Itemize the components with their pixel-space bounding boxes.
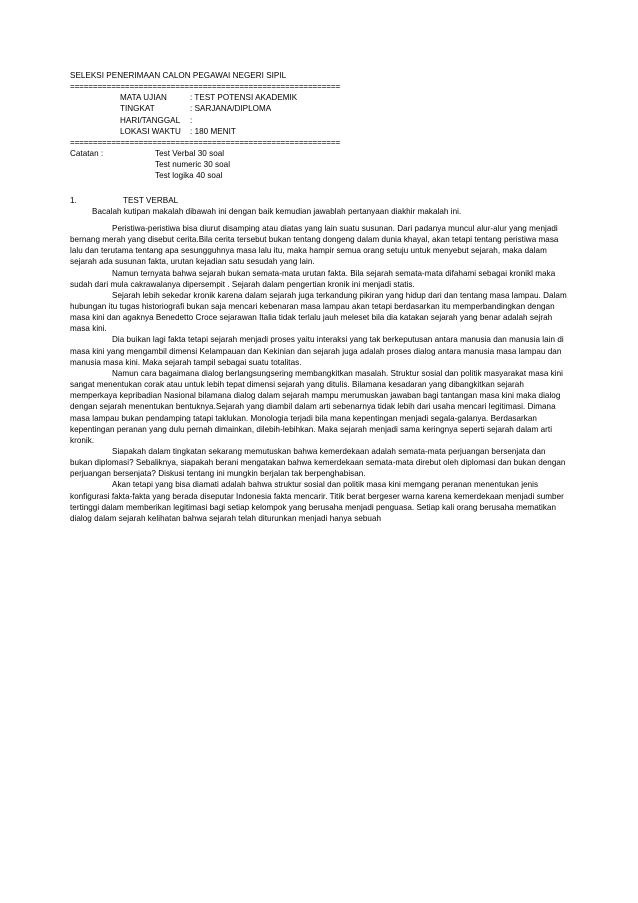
paragraph: Namun ternyata bahwa sejarah bukan semata-mata urutan fakta. Bila sejarah semata-mata difahami sebagai kronikl maka sudah dari mula cakrawalanya dipersempit . Sejarah dalam pengertian kronik ini menjadi statis.	[70, 268, 558, 289]
field-value: : 180 MENIT	[190, 126, 236, 136]
paragraph: Peristiwa-peristiwa bisa diurut disamping atau diatas yang lain suatu susunan. Dari padanya muncul alur-alur yang menjadi bernang merah yang disebut cerita.Bila cerita tersebut bukan tentang dongeng dalam dunia khayal, akan tetapi tentang peristiwa masa lalu dan terutama tentang apa sesungguhnya masa lalu itu, maka hampir semua orang setuju untuk menyebut sejarah, maka dalam sejarah ada susunan fakta, urutan kejadian satu sesudah yang lain.	[70, 223, 561, 267]
field-value: :	[190, 115, 193, 125]
note-value: Test logika 40 soal	[155, 171, 223, 181]
paragraph: Sejarah lebih sekedar kronik karena dalam sejarah juga terkandung pikiran yang hidup dari dan tentang masa lampau. Dalam hubungan itu tugas historiografi bukan saja mencari kebenaran masa lampau akan tetapi berdasarkan itu memperbandingkan dengan masa kini dan agaknya Benedetto Croce sejarawan Italia tidak terlalu jauh meleset bila dia katakan sejarah yang benar adalah sejrah masa kini.	[70, 290, 570, 334]
note-row-3	[70, 170, 570, 181]
document-title: SELEKSI PENERIMAAN CALON PEGAWAI NEGERI SIPIL	[70, 71, 287, 80]
field-label: LOKASI WAKTU	[120, 126, 181, 136]
note-row-1	[70, 148, 570, 159]
field-value: : SARJANA/DIPLOMA	[190, 104, 272, 114]
note-value: Test Verbal 30 soal	[155, 149, 225, 159]
rule-bottom: ===========================================================	[70, 137, 341, 147]
field-label: MATA UJIAN	[120, 93, 167, 103]
note-row-2	[70, 159, 570, 170]
field-row-hari-tanggal	[70, 115, 570, 126]
document-body	[70, 70, 570, 524]
instruction-text: Bacalah kutipan makalah dibawah ini dengan baik kemudian jawablah pertanyaan diakhir makalah ini.	[92, 206, 462, 216]
section-number: 1.	[70, 195, 77, 205]
rule-top: ===========================================================	[70, 82, 341, 92]
section-title: TEST VERBAL	[123, 195, 179, 205]
field-label: TINGKAT	[120, 104, 155, 114]
paragraph: Dia buikan lagi fakta tetapi sejarah menjadi proses yaitu interaksi yang tak berkeputusan antara manusia dan manusia lain di masa kini yang mengambil dimensi Kelampauan dan Kekinian dan sejarah juga adalah proses dialog antara manusia masa lampau dan manusia masa kini. Maka sejarah tampil sebagai suatu totalitas.	[70, 335, 567, 367]
note-label-spacer	[70, 170, 155, 181]
field-row-mata-ujian	[70, 92, 570, 103]
note-label: Catatan :	[70, 149, 104, 159]
section-heading	[70, 195, 570, 206]
paragraph: Siapakah dalam tingkatan sekarang memutuskan bahwa kemerdekaan adalah semata-mata perjuangan bersenjata dan bukan diplomasi? Sebaliknya, siapakah berani mengatakan bahwa kemerdekaan semata-mata direbut oleh diplomasi dan bukan dengan perjuangan bersenjata? Diskusi tentang ini mungkin berjalan tak berpenghabisan.	[70, 447, 568, 479]
note-label-spacer	[70, 159, 155, 170]
spacer	[70, 182, 570, 195]
paragraph: Namun cara bagaimana dialog berlangsungsering membangkitkan masalah. Struktur sosial dan politik masyarakat masa kini sangat menentukan corak atau untuk lebih tepat dimensi sejarah yang ditulis. Bilamana kesadaran yang dibangkitkan sejarah memperkaya kepribadian Nasional bilamana dialog dalam sejarah mampu merumuskan jawaban bagi tantangan masa kini maka dialog dengan sejarah menentukan bentuknya.Sejarah yang diambil dalam arti sebenarnya tidak lebih dari usaha mencari legitimasi. Dimana masa lampau bukan pendamping tatapi taklukan. Monologia terjadi bila mana kepentingan menjadi segala-galanya. Berdasarkan kepentingan peranan yang dulu pernah dimainkan, dilebih-lebihkan. Maka sejarah menjadi sama keringnya seperti sejarah dalam arti kronik.	[70, 368, 566, 445]
field-row-lokasi-waktu	[70, 126, 570, 137]
field-value: : TEST POTENSI AKADEMIK	[190, 93, 298, 103]
note-value: Test numeric 30 soal	[155, 160, 231, 170]
paragraph: Akan tetapi yang bisa diamati adalah bahwa struktur sosial dan politik masa kini memgang peranan menentukan jenis konfigurasi fakta-fakta yang berada diseputar Indonesia fakta mencarir. Titik berat bergeser warna karena kemerdekaan menjadi sumber tertinggi dalam memberikan legitimasi bagi setiap kelompok yang berusaha menjadi penguasa. Setiap kali orang berusaha mematikan dialog dalam sejarah kelihatan bahwa sejarah telah diturunkan menjadi hanya sebuah	[70, 480, 567, 523]
field-label: HARI/TANGGAL	[120, 115, 181, 125]
field-row-tingkat	[70, 103, 570, 114]
